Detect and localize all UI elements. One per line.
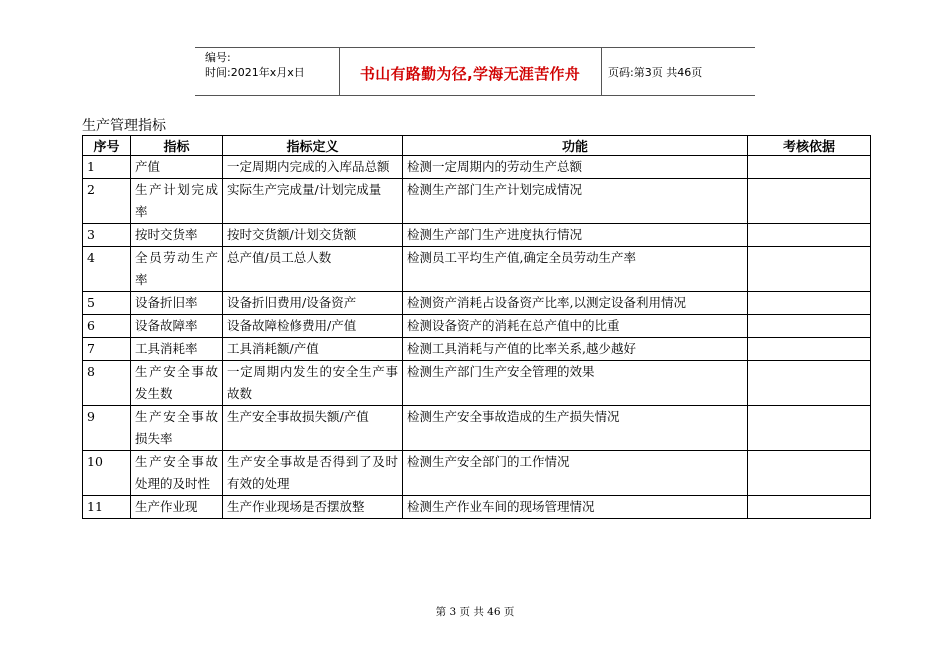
cell-basis: [748, 338, 871, 361]
cell-function: 检测生产部门生产安全管理的效果: [403, 361, 748, 406]
cell-seq: 6: [83, 315, 131, 338]
page-footer: 第 3 页 共 46 页: [435, 606, 515, 618]
cell-indicator: 生产安全事故损失率: [131, 406, 223, 451]
cell-seq: 5: [83, 292, 131, 315]
table-row: [83, 179, 871, 224]
cell-seq: 1: [83, 156, 131, 179]
cell-basis: [748, 496, 871, 519]
cell-basis: [748, 224, 871, 247]
cell-basis: [748, 406, 871, 451]
header-bottom-rule: [195, 95, 755, 96]
motto-text: 书山有路勤为径,学海无涯苦作舟: [359, 65, 581, 83]
cell-indicator: 按时交货率: [131, 224, 223, 247]
cell-seq: 11: [83, 496, 131, 519]
header-basis: 考核依据: [748, 136, 871, 156]
cell-function: 检测生产安全部门的工作情况: [403, 451, 748, 496]
cell-definition: 设备折旧费用/设备资产: [223, 292, 403, 315]
header-divider-right: [601, 47, 602, 96]
cell-function: 检测工具消耗与产值的比率关系,越少越好: [403, 338, 748, 361]
cell-indicator: 产值: [131, 156, 223, 179]
cell-basis: [748, 315, 871, 338]
cell-basis: [748, 247, 871, 292]
table-header-row: [83, 136, 871, 156]
cell-indicator: 设备折旧率: [131, 292, 223, 315]
table-row: [83, 224, 871, 247]
header-divider-left: [339, 47, 340, 96]
cell-definition: 总产值/员工总人数: [223, 247, 403, 292]
cell-function: 检测一定周期内的劳动生产总额: [403, 156, 748, 179]
cell-definition: 实际生产完成量/计划完成量: [223, 179, 403, 224]
number-label: 编号:: [205, 51, 231, 64]
header-meta: [205, 50, 305, 80]
cell-indicator: 工具消耗率: [131, 338, 223, 361]
cell-indicator: 生产计划完成率: [131, 179, 223, 224]
table-row: [83, 338, 871, 361]
table-row: [83, 292, 871, 315]
cell-definition: 生产安全事故损失额/产值: [223, 406, 403, 451]
cell-function: 检测员工平均生产值,确定全员劳动生产率: [403, 247, 748, 292]
table-row: [83, 315, 871, 338]
cell-definition: 生产作业现场是否摆放整: [223, 496, 403, 519]
cell-basis: [748, 156, 871, 179]
cell-definition: 一定周期内完成的入库品总额: [223, 156, 403, 179]
table-row: [83, 496, 871, 519]
header-top-rule: [195, 47, 755, 48]
time-label: 时间:2021年x月x日: [205, 66, 305, 79]
section-title: 生产管理指标: [82, 118, 166, 134]
header-definition: 指标定义: [223, 136, 403, 156]
cell-definition: 生产安全事故是否得到了及时有效的处理: [223, 451, 403, 496]
cell-indicator: 生产安全事故处理的及时性: [131, 451, 223, 496]
cell-seq: 4: [83, 247, 131, 292]
cell-seq: 2: [83, 179, 131, 224]
table-row: [83, 361, 871, 406]
indicator-table: [82, 135, 871, 519]
cell-function: 检测生产部门生产进度执行情况: [403, 224, 748, 247]
cell-basis: [748, 292, 871, 315]
header-seq: 序号: [83, 136, 131, 156]
cell-definition: 工具消耗额/产值: [223, 338, 403, 361]
cell-seq: 3: [83, 224, 131, 247]
cell-indicator: 生产作业现: [131, 496, 223, 519]
header-indicator: 指标: [131, 136, 223, 156]
table-row: [83, 451, 871, 496]
cell-definition: 按时交货额/计划交货额: [223, 224, 403, 247]
page-label: 页码:第3页 共46页: [608, 66, 703, 79]
cell-indicator: 全员劳动生产率: [131, 247, 223, 292]
cell-function: 检测生产部门生产计划完成情况: [403, 179, 748, 224]
cell-function: 检测设备资产的消耗在总产值中的比重: [403, 315, 748, 338]
cell-indicator: 设备故障率: [131, 315, 223, 338]
cell-basis: [748, 451, 871, 496]
cell-function: 检测资产消耗占设备资产比率,以测定设备利用情况: [403, 292, 748, 315]
cell-definition: 设备故障检修费用/产值: [223, 315, 403, 338]
cell-basis: [748, 361, 871, 406]
cell-seq: 8: [83, 361, 131, 406]
cell-basis: [748, 179, 871, 224]
cell-seq: 9: [83, 406, 131, 451]
cell-seq: 7: [83, 338, 131, 361]
cell-function: 检测生产安全事故造成的生产损失情况: [403, 406, 748, 451]
cell-function: 检测生产作业车间的现场管理情况: [403, 496, 748, 519]
header-function: 功能: [403, 136, 748, 156]
table-row: [83, 247, 871, 292]
cell-definition: 一定周期内发生的安全生产事故数: [223, 361, 403, 406]
table-row: [83, 406, 871, 451]
table-row: [83, 156, 871, 179]
document-header: [195, 47, 755, 96]
cell-indicator: 生产安全事故发生数: [131, 361, 223, 406]
cell-seq: 10: [83, 451, 131, 496]
